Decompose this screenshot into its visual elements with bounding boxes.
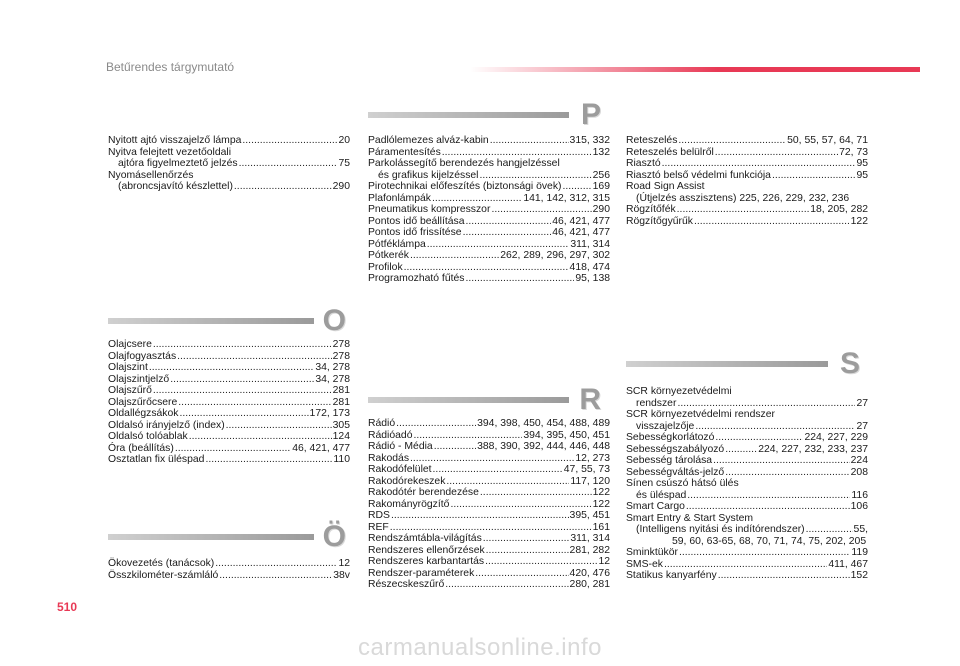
entry-text: Sebességszabályozó bbox=[626, 443, 725, 455]
entry-page-refs: 18, 205, 282 bbox=[810, 204, 868, 215]
entry-page-refs: 95 bbox=[856, 158, 868, 169]
entry-leader-dots bbox=[445, 579, 568, 591]
index-entry bbox=[626, 467, 868, 479]
letter-header-R bbox=[368, 383, 603, 423]
entry-text: Oldalsó tolóablak bbox=[108, 431, 188, 442]
entry-leader-dots bbox=[485, 556, 597, 568]
entry-page-refs: 152 bbox=[850, 570, 868, 581]
entry-leader-dots bbox=[189, 431, 332, 443]
entry-text: Olajcsere bbox=[108, 339, 152, 350]
index-entry bbox=[368, 441, 610, 453]
entry-text: Olajszintjelző bbox=[108, 373, 170, 385]
entry-text: Riasztó bbox=[626, 158, 661, 169]
index-entry bbox=[368, 181, 610, 193]
index-entry bbox=[368, 216, 610, 228]
entry-page-refs: 12 bbox=[338, 558, 350, 569]
entry-leader-dots bbox=[694, 216, 850, 228]
index-entry bbox=[368, 239, 610, 251]
entry-page-refs: 311, 314 bbox=[570, 238, 610, 250]
index-entry bbox=[368, 147, 610, 159]
index-entry bbox=[626, 559, 868, 571]
index-entry bbox=[368, 418, 610, 430]
letter-header-OE bbox=[108, 520, 348, 560]
entry-text: rendszer bbox=[636, 397, 677, 409]
entry-page-refs: 420, 476 bbox=[569, 567, 610, 579]
index-entry bbox=[368, 464, 610, 476]
index-entry bbox=[626, 432, 868, 444]
section-OE-entries bbox=[108, 558, 350, 581]
section-S-entries bbox=[626, 386, 868, 582]
entry-text: Rendszer-paraméterek bbox=[368, 567, 475, 579]
index-entry bbox=[368, 135, 610, 147]
entry-text: Riasztó belső védelmi funkciója bbox=[626, 169, 771, 181]
entry-page-refs: 124 bbox=[332, 431, 350, 442]
entry-leader-dots bbox=[390, 522, 592, 534]
index-entry bbox=[368, 522, 610, 534]
letter-header-P bbox=[368, 98, 603, 138]
entry-leader-dots bbox=[404, 262, 569, 274]
entry-text: Pontos idő beállítása bbox=[368, 215, 465, 227]
index-entry-line: Nyitva felejtett vezetőoldali bbox=[108, 146, 232, 158]
entry-page-refs: 278 bbox=[332, 339, 350, 350]
entry-leader-dots bbox=[234, 181, 332, 193]
index-entry bbox=[368, 568, 610, 580]
entry-leader-dots bbox=[772, 170, 855, 182]
entry-text: Profilok bbox=[368, 261, 403, 273]
entry-page-refs: 141, 142, 312, 315 bbox=[523, 192, 610, 204]
entry-text: Rendszeres ellenőrzések bbox=[368, 544, 485, 556]
index-entry bbox=[368, 556, 610, 568]
watermark: carmanualsonline.info bbox=[358, 634, 602, 661]
index-entry bbox=[108, 135, 350, 147]
letter-bar bbox=[108, 318, 314, 324]
index-entry bbox=[626, 398, 868, 410]
index-entry bbox=[368, 476, 610, 488]
entry-leader-dots bbox=[215, 558, 337, 570]
index-entry bbox=[108, 431, 350, 443]
entry-leader-dots bbox=[427, 239, 570, 251]
entry-text: Rakodás bbox=[368, 452, 410, 464]
entry-leader-dots bbox=[175, 443, 291, 455]
entry-text: REF bbox=[368, 521, 389, 533]
index-entry bbox=[108, 351, 350, 363]
entry-page-refs: 280, 281 bbox=[569, 579, 610, 590]
index-entry bbox=[368, 487, 610, 499]
entry-page-refs: 256 bbox=[592, 169, 610, 181]
entry-leader-dots bbox=[226, 420, 332, 432]
index-entry bbox=[108, 362, 350, 374]
index-entry bbox=[626, 158, 868, 170]
index-entry bbox=[108, 181, 350, 193]
entry-text: és grafikus kijelzéssel bbox=[378, 169, 479, 181]
entry-leader-dots bbox=[465, 273, 574, 285]
index-entry bbox=[368, 227, 610, 239]
entry-leader-dots bbox=[664, 559, 827, 571]
entry-leader-dots bbox=[410, 453, 574, 465]
entry-text: Reteszelés bbox=[626, 135, 678, 146]
entry-page-refs: 27 bbox=[856, 420, 868, 432]
entry-page-refs: 12 bbox=[598, 556, 610, 567]
entry-leader-dots bbox=[219, 570, 332, 582]
entry-page-refs: 46, 421, 477 bbox=[552, 215, 610, 227]
entry-leader-dots bbox=[715, 147, 838, 159]
entry-text: Sebesség tárolása bbox=[626, 455, 713, 466]
entry-text: Sebességváltás-jelző bbox=[626, 466, 725, 478]
entry-page-refs: 281, 282 bbox=[569, 544, 610, 556]
entry-leader-dots bbox=[713, 455, 850, 467]
entry-page-refs: 47, 55, 73 bbox=[563, 464, 610, 475]
entry-text: Olajszűrőcsere bbox=[108, 396, 178, 408]
entry-page-refs: 132 bbox=[592, 146, 610, 158]
entry-leader-dots bbox=[414, 430, 523, 442]
entry-page-refs: 38v bbox=[333, 569, 350, 581]
entry-leader-dots bbox=[434, 441, 476, 453]
entry-text: Rögzítőgyűrűk bbox=[626, 215, 693, 227]
section-letter: S bbox=[839, 347, 860, 380]
entry-leader-dots bbox=[178, 397, 331, 409]
entry-leader-dots bbox=[679, 547, 850, 559]
index-entry-line: SCR környezetvédelmi rendszer bbox=[626, 409, 775, 420]
entry-text: ajtóra figyelmeztető jelzés bbox=[118, 158, 238, 169]
letter-header-O bbox=[108, 304, 348, 344]
entry-page-refs: 395, 451 bbox=[569, 510, 610, 521]
entry-page-refs: 72, 73 bbox=[839, 146, 868, 158]
entry-page-refs: 224, 227, 229 bbox=[804, 432, 868, 443]
entry-leader-dots bbox=[391, 510, 569, 522]
entry-page-refs: 122 bbox=[592, 498, 610, 510]
index-entry bbox=[368, 250, 610, 262]
index-entry bbox=[368, 273, 610, 285]
col1-top-entries bbox=[108, 135, 350, 193]
entry-page-refs: 116 bbox=[851, 489, 868, 501]
entry-text: Ökovezetés (tanácsok) bbox=[108, 558, 215, 569]
entry-page-refs: 50, 55, 57, 64, 71 bbox=[787, 135, 868, 146]
entry-page-refs: 106 bbox=[850, 501, 868, 512]
entry-text: Oldalsó irányjelző (index) bbox=[108, 419, 225, 431]
entry-text: és üléspad bbox=[636, 489, 687, 501]
entry-text: Pneumatikus kompresszor bbox=[368, 204, 491, 215]
entry-text: SMS-ek bbox=[626, 558, 663, 570]
index-entry bbox=[368, 430, 610, 442]
entry-page-refs: 311, 314 bbox=[570, 533, 610, 544]
entry-page-refs: 411, 467 bbox=[828, 558, 868, 570]
entry-text: Összkilométer-számláló bbox=[108, 569, 219, 581]
entry-page-refs: 12, 273 bbox=[575, 452, 610, 464]
entry-page-refs: 418, 474 bbox=[569, 261, 610, 273]
entry-page-refs: 225, 226, 229, 232, 236 bbox=[739, 192, 850, 204]
index-entry-line: Nyomásellenőrzés bbox=[108, 169, 194, 181]
entry-text: Rendszámtábla-világítás bbox=[368, 533, 482, 544]
letter-bar bbox=[626, 361, 828, 367]
entry-text: Olajfogyasztás bbox=[108, 350, 177, 362]
index-entry bbox=[108, 558, 350, 570]
index-entry bbox=[368, 579, 610, 591]
entry-leader-dots bbox=[715, 432, 803, 444]
index-entry bbox=[626, 455, 868, 467]
index-entry bbox=[108, 385, 350, 397]
index-entry bbox=[368, 170, 610, 182]
entry-page-refs: 122 bbox=[592, 487, 610, 498]
index-entry bbox=[626, 170, 868, 182]
entry-text: Sebességkorlátozó bbox=[626, 432, 715, 443]
index-entry bbox=[368, 510, 610, 522]
index-entry bbox=[368, 193, 610, 205]
entry-text: RDS bbox=[368, 510, 390, 521]
entry-leader-dots bbox=[562, 181, 591, 193]
entry-page-refs: 27 bbox=[856, 397, 868, 409]
entry-leader-dots bbox=[475, 568, 568, 580]
entry-page-refs: 95 bbox=[856, 169, 868, 181]
entry-page-refs: 20 bbox=[338, 135, 350, 146]
index-entry bbox=[108, 158, 350, 170]
entry-leader-dots bbox=[695, 421, 855, 433]
entry-leader-dots bbox=[442, 147, 592, 159]
index-entry-line: SCR környezetvédelmi bbox=[626, 386, 732, 397]
entry-page-refs: 110 bbox=[333, 454, 350, 465]
entry-leader-dots bbox=[479, 170, 591, 182]
section-letter: Ö bbox=[322, 520, 346, 553]
entry-page-refs: 169 bbox=[592, 181, 610, 192]
entry-page-refs: 315, 332 bbox=[569, 135, 610, 146]
section-letter: R bbox=[579, 383, 601, 416]
entry-leader-dots bbox=[179, 408, 308, 420]
entry-leader-dots bbox=[677, 398, 855, 410]
entry-text: Padlólemezes alváz-kabin bbox=[368, 135, 489, 146]
index-entry bbox=[626, 524, 868, 536]
entry-leader-dots bbox=[205, 454, 332, 466]
entry-leader-dots bbox=[446, 476, 569, 488]
entry-leader-dots bbox=[396, 418, 476, 430]
index-entry bbox=[108, 420, 350, 432]
entry-leader-dots bbox=[242, 135, 337, 147]
index-entry bbox=[368, 453, 610, 465]
entry-leader-dots bbox=[463, 227, 552, 239]
index-entry bbox=[626, 193, 868, 205]
entry-leader-dots bbox=[806, 524, 853, 536]
index-entry-line: Sínen csúszó hátsó ülés bbox=[626, 478, 739, 489]
index-entry bbox=[368, 262, 610, 274]
entry-text: Pótkerék bbox=[368, 250, 410, 261]
entry-text: Pontos idő frissítése bbox=[368, 227, 462, 238]
entry-leader-dots bbox=[486, 545, 569, 557]
header-accent-bar bbox=[470, 67, 920, 72]
entry-text: Olajszint bbox=[108, 362, 148, 373]
index-entry bbox=[108, 397, 350, 409]
entry-text: Reteszelés belülről bbox=[626, 146, 714, 158]
page-number: 510 bbox=[57, 600, 78, 614]
entry-leader-dots bbox=[686, 501, 850, 513]
entry-leader-dots bbox=[687, 490, 850, 502]
entry-text: visszajelzője bbox=[636, 420, 695, 432]
index-entry-line: 59, 60, 63-65, 68, 70, 71, 74, 75, 202, 205 bbox=[672, 535, 867, 547]
entry-leader-dots bbox=[153, 385, 332, 397]
entry-text: Pirotechnikai előfeszítés (biztonsági övek) bbox=[368, 181, 562, 192]
entry-text: Rendszeres karbantartás bbox=[368, 556, 485, 567]
entry-text: Programozható fűtés bbox=[368, 273, 465, 284]
entry-text: Óra (beállítás) bbox=[108, 442, 174, 454]
entry-text: Rögzítőfék bbox=[626, 204, 676, 215]
entry-text: Olajszűrő bbox=[108, 385, 152, 396]
letter-bar bbox=[108, 534, 314, 540]
entry-text: Plafonlámpák bbox=[368, 192, 431, 204]
entry-text: Rakodófelület bbox=[368, 464, 432, 475]
section-letter: P bbox=[580, 98, 601, 131]
index-entry bbox=[368, 533, 610, 545]
section-O-entries bbox=[108, 339, 350, 466]
entry-text: Rakodótér berendezése bbox=[368, 487, 479, 498]
index-entry-line: Parkolássegítő berendezés hangjelzéssel bbox=[368, 158, 560, 169]
index-entry bbox=[626, 444, 868, 456]
index-entry bbox=[626, 135, 868, 147]
entry-leader-dots bbox=[678, 135, 786, 147]
entry-leader-dots bbox=[432, 193, 522, 205]
entry-page-refs: 172, 173 bbox=[309, 408, 350, 419]
index-entry bbox=[108, 570, 350, 582]
entry-page-refs: 224, 227, 232, 233, 237 bbox=[758, 443, 868, 455]
entry-text: Statikus kanyarfény bbox=[626, 570, 717, 581]
letter-header-S bbox=[626, 347, 862, 387]
entry-text: Pótféklámpa bbox=[368, 238, 426, 250]
index-entry-line: Smart Entry & Start System bbox=[626, 512, 754, 524]
entry-leader-dots bbox=[410, 250, 499, 262]
entry-leader-dots bbox=[433, 464, 563, 476]
page-header-title: Betűrendes tárgymutató bbox=[106, 60, 235, 74]
entry-leader-dots bbox=[718, 570, 850, 582]
entry-leader-dots bbox=[725, 467, 849, 479]
entry-text: Smart Cargo bbox=[626, 501, 685, 512]
entry-leader-dots bbox=[149, 362, 314, 374]
entry-text: Oldallégzsákok bbox=[108, 408, 179, 419]
entry-text: Sminktükör bbox=[626, 547, 678, 558]
entry-page-refs: 119 bbox=[851, 547, 868, 558]
entry-page-refs: 117, 120 bbox=[570, 475, 610, 487]
entry-page-refs: 290 bbox=[592, 204, 610, 215]
entry-page-refs: 208 bbox=[850, 466, 868, 478]
entry-leader-dots bbox=[662, 158, 856, 170]
entry-page-refs: 262, 289, 296, 297, 302 bbox=[500, 250, 610, 261]
section-letter: O bbox=[322, 304, 346, 337]
entry-text: (Intelligens nyitási és indítórendszer) bbox=[636, 524, 805, 535]
entry-text: (abroncsjavító készlettel) bbox=[118, 181, 233, 192]
entry-page-refs: 75 bbox=[338, 158, 350, 169]
entry-page-refs: 388, 390, 392, 444, 446, 448 bbox=[477, 441, 610, 452]
index-entry bbox=[108, 454, 350, 466]
entry-text: Osztatlan fix üléspad bbox=[108, 454, 205, 465]
index-entry bbox=[626, 490, 868, 502]
section-P-entries bbox=[368, 135, 610, 285]
entry-page-refs: 46, 421, 477 bbox=[552, 227, 610, 238]
entry-page-refs: 46, 421, 477 bbox=[292, 442, 350, 454]
entry-leader-dots bbox=[177, 351, 332, 363]
index-entry bbox=[626, 547, 868, 559]
entry-leader-dots bbox=[725, 444, 757, 456]
entry-page-refs: 55, bbox=[853, 524, 868, 535]
entry-leader-dots bbox=[450, 499, 591, 511]
entry-page-refs: 394, 398, 450, 454, 488, 489 bbox=[477, 418, 610, 429]
entry-text: Nyitott ajtó visszajelző lámpa bbox=[108, 135, 242, 146]
entry-page-refs: 278 bbox=[332, 350, 350, 362]
index-entry bbox=[108, 443, 350, 455]
entry-page-refs: 281 bbox=[332, 396, 350, 408]
entry-page-refs: 161 bbox=[592, 521, 610, 533]
entry-page-refs: 305 bbox=[332, 419, 350, 431]
entry-leader-dots bbox=[483, 533, 570, 545]
letter-bar bbox=[368, 397, 569, 403]
index-entry bbox=[368, 499, 610, 511]
index-entry bbox=[368, 545, 610, 557]
entry-page-refs: 224 bbox=[850, 455, 868, 466]
entry-page-refs: 34, 278 bbox=[315, 362, 350, 373]
index-entry bbox=[626, 216, 868, 228]
entry-leader-dots bbox=[153, 339, 332, 351]
entry-leader-dots bbox=[491, 204, 591, 216]
index-entry bbox=[626, 421, 868, 433]
index-entry-line: Road Sign Assist bbox=[626, 181, 705, 192]
index-entry bbox=[368, 204, 610, 216]
entry-text: Részecskeszűrő bbox=[368, 579, 445, 590]
entry-text: Páramentesítés bbox=[368, 146, 441, 158]
index-entry bbox=[626, 570, 868, 582]
entry-text: Rádióadó bbox=[368, 429, 413, 441]
entry-page-refs: 290 bbox=[332, 181, 350, 192]
col3-top-entries bbox=[626, 135, 868, 227]
entry-leader-dots bbox=[677, 204, 810, 216]
entry-leader-dots bbox=[170, 374, 314, 386]
section-R-entries bbox=[368, 418, 610, 591]
letter-bar bbox=[368, 112, 569, 118]
entry-leader-dots bbox=[465, 216, 551, 228]
entry-page-refs: 95, 138 bbox=[575, 273, 610, 284]
entry-page-refs: 122 bbox=[850, 215, 868, 227]
index-entry bbox=[108, 374, 350, 386]
entry-text: Rádió bbox=[368, 418, 396, 429]
entry-leader-dots bbox=[239, 158, 338, 170]
index-entry bbox=[626, 147, 868, 159]
index-entry bbox=[626, 204, 868, 216]
entry-text: Rádió - Média bbox=[368, 441, 433, 452]
entry-leader-dots bbox=[480, 487, 592, 499]
entry-text: (Útjelzés asszisztens) bbox=[636, 192, 737, 204]
index-entry bbox=[108, 408, 350, 420]
entry-page-refs: 281 bbox=[332, 385, 350, 396]
entry-text: Rakodórekeszek bbox=[368, 475, 446, 487]
index-entry bbox=[626, 501, 868, 513]
entry-leader-dots bbox=[490, 135, 569, 147]
entry-text: Rakományrögzítő bbox=[368, 498, 450, 510]
index-entry bbox=[108, 339, 350, 351]
entry-page-refs: 394, 395, 450, 451 bbox=[523, 429, 610, 441]
entry-page-refs: 34, 278 bbox=[315, 373, 350, 385]
